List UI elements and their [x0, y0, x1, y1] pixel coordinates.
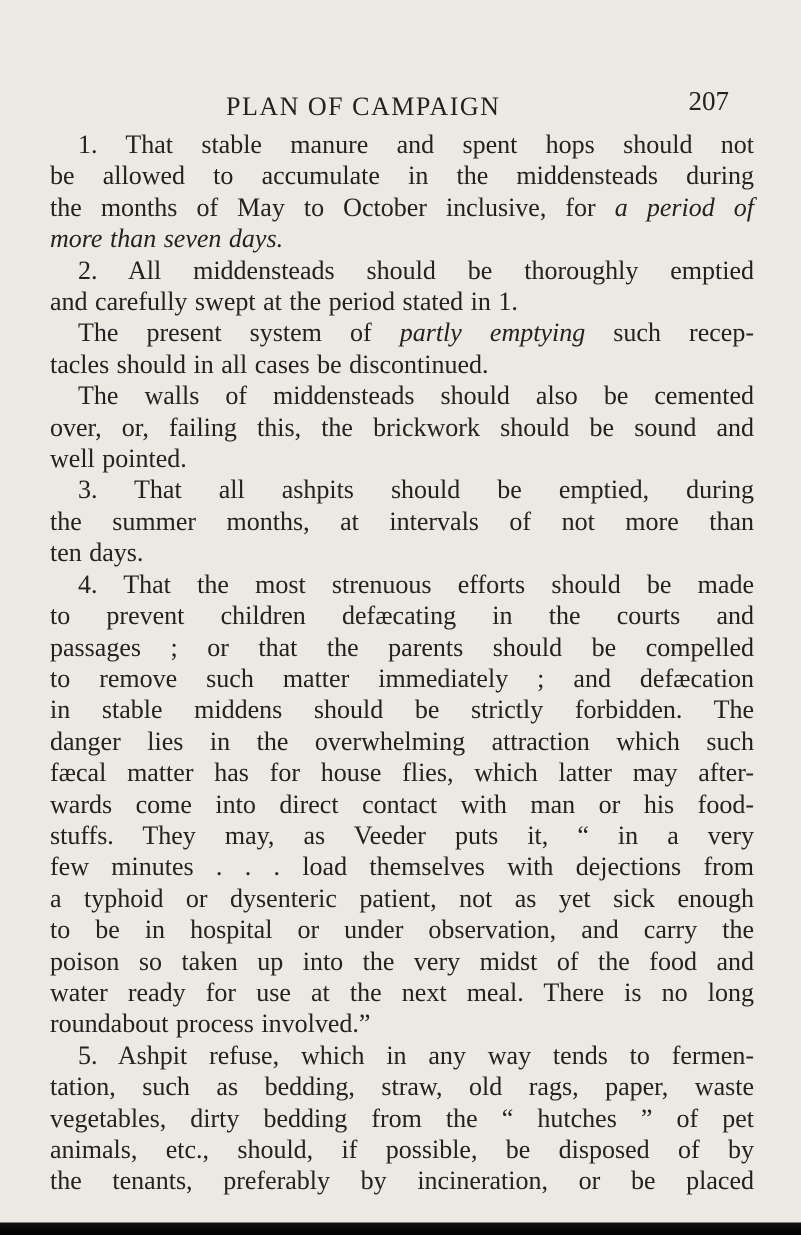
line-text: passages ; or that the parents should be compelled [50, 632, 754, 662]
line-text: 3. That all ashpits should be emptied, during [78, 475, 754, 505]
line-text: few minutes . . . load themselves with dejections from [50, 852, 754, 882]
line-text: danger lies in the overwhelming attraction which such [50, 726, 754, 756]
text-line [50, 129, 754, 160]
line-text: the summer months, at intervals of not more than [50, 506, 754, 536]
line-text: wards come into direct contact with man or his food- [50, 789, 754, 819]
text-line [50, 412, 754, 443]
text-line [50, 726, 754, 757]
page-header [226, 86, 729, 126]
line-text: poison so taken up into the very midst of the food and [50, 946, 754, 976]
line-text: 5. Ashpit refuse, which in any way tends to fermen- [78, 1040, 754, 1070]
text-line [50, 694, 754, 725]
body-text [50, 129, 754, 1197]
line-text: 1. That stable manure and spent hops should not [78, 130, 754, 159]
text-line [50, 883, 754, 914]
italic-text: a period of [614, 192, 755, 222]
text-line [50, 537, 754, 568]
line-text: fæcal matter has for house flies, which latter may after- [50, 758, 754, 788]
line-text: be allowed to accumulate in the middensteads during [50, 161, 754, 191]
text-line [50, 1165, 754, 1196]
line-text: to prevent children defæcating in the courts and [50, 601, 754, 631]
text-line [50, 1040, 754, 1071]
line-text: ten days. [50, 538, 144, 568]
line-text: The walls of middensteads should also be cemented [78, 381, 754, 411]
text-line [50, 977, 754, 1008]
line-text: tacles should in all cases be discontinued. [50, 349, 489, 379]
line-text: The present system of [78, 318, 400, 348]
line-text: 4. That the most strenuous efforts should be made [78, 569, 754, 599]
text-line [50, 569, 754, 600]
text-line [50, 1008, 754, 1039]
text-line [50, 789, 754, 820]
line-text: over, or, failing this, the brickwork should be sound and [50, 412, 754, 442]
line-text: tation, such as bedding, straw, old rags, paper, waste [50, 1072, 754, 1102]
line-text: vegetables, dirty bedding from the “ hutches ” of pet [50, 1103, 754, 1133]
text-line [50, 349, 754, 380]
text-line [50, 851, 754, 882]
text-line [50, 1103, 754, 1134]
line-text: 2. All middensteads should be thoroughly emptied [78, 255, 754, 285]
line-text: in stable middens should be strictly forbidden. The [50, 695, 754, 725]
line-text: a typhoid or dysenteric patient, not as yet sick enough [50, 883, 754, 913]
text-line [50, 820, 754, 851]
text-line [50, 223, 754, 254]
line-text: such recep- [585, 318, 754, 348]
text-line [50, 443, 754, 474]
text-line [50, 380, 754, 411]
line-text: animals, etc., should, if possible, be disposed of by [50, 1135, 754, 1164]
italic-text: more than seven days. [50, 224, 284, 254]
page-number: 207 [688, 86, 729, 116]
text-line [50, 255, 754, 286]
text-line [50, 317, 754, 348]
text-line [50, 946, 754, 977]
running-head: PLAN OF CAMPAIGN [226, 92, 501, 121]
line-text: to remove such matter immediately ; and defæcation [50, 663, 754, 693]
italic-text: partly emptying [399, 318, 586, 348]
line-text: stuffs. They may, as Veeder puts it, “ in a very [50, 820, 754, 850]
text-line [50, 757, 754, 788]
text-line [50, 914, 754, 945]
text-line [50, 160, 754, 191]
page-edge-shadow [0, 1215, 801, 1235]
text-line [50, 474, 754, 505]
line-text: to be in hospital or under observation, and carry the [50, 915, 754, 945]
line-text: the tenants, preferably by incineration, or be placed [50, 1166, 754, 1196]
line-text: water ready for use at the next meal. There is no long [50, 977, 754, 1007]
text-line [50, 632, 754, 663]
text-line [50, 600, 754, 631]
text-line [50, 192, 754, 223]
text-line [50, 506, 754, 537]
line-text: well pointed. [50, 444, 187, 474]
text-line [50, 663, 754, 694]
line-text: and carefully swept at the period stated in 1. [50, 287, 518, 317]
text-line [50, 1134, 754, 1165]
text-line [50, 286, 754, 317]
text-line [50, 1071, 754, 1102]
line-text: roundabout process involved.” [50, 1009, 371, 1039]
line-text: the months of May to October inclusive, for [50, 192, 615, 222]
